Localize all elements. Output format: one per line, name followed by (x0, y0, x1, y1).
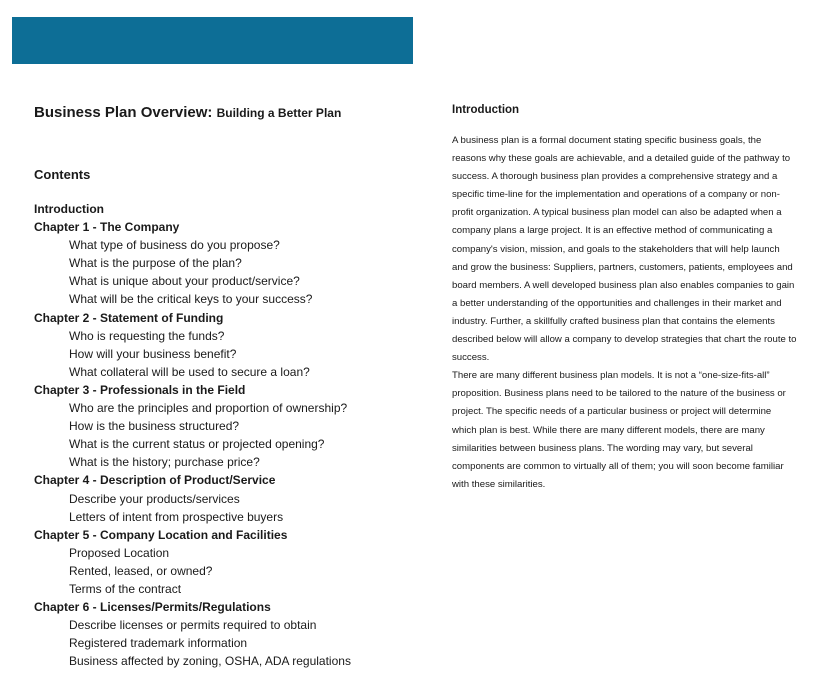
toc-item: Proposed Location (69, 545, 170, 560)
toc-item: Who are the principles and proportion of ownership? (69, 401, 348, 416)
toc-item: What is the history; purchase price? (69, 455, 260, 470)
toc-item: What is unique about your product/service? (69, 274, 300, 289)
toc-item: Terms of the contract (69, 581, 182, 596)
page-title (34, 104, 424, 122)
introduction-section (452, 103, 797, 494)
toc-item: Letters of intent from prospective buyers (69, 509, 284, 524)
toc-chapter: Chapter 5 - Company Location and Facilities (34, 527, 288, 542)
toc-item: Who is requesting the funds? (69, 328, 225, 343)
toc-chapter: Introduction (34, 202, 104, 216)
toc-chapter: Chapter 1 - The Company (34, 220, 180, 235)
toc-item: Describe licenses or permits required to obtain (69, 618, 317, 633)
toc-item: Describe your products/services (69, 491, 240, 506)
left-column (34, 104, 424, 670)
toc-chapter: Chapter 3 - Professionals in the Field (34, 382, 246, 397)
title-subtitle: Building a Better Plan (216, 106, 342, 120)
toc-item: What is the current status or projected opening? (69, 437, 325, 452)
toc-item: How will your business benefit? (69, 346, 237, 361)
toc-item: What is the purpose of the plan? (69, 256, 242, 271)
contents-heading: Contents (34, 167, 91, 182)
toc-item: Rented, leased, or owned? (69, 563, 213, 578)
introduction-paragraph-2: There are many different business plan models. It is not a “one-size-fits-all” proposition. Business plans need to be tailored to the nature of the business or project. The specific needs of a particular business or project will determine which plan is best. While there are many different models, there are many similarities between business plans. The wording may vary, but several components are common to virtually all of them; you will soon become familiar with these similarities. (452, 370, 786, 490)
toc-chapter: Chapter 6 - Licenses/Permits/Regulations (34, 600, 271, 615)
toc-chapter: Chapter 4 - Description of Product/Service (34, 473, 276, 488)
introduction-paragraph-1: A business plan is a formal document stating specific business goals, the reasons why these goals are achievable, and a detailed guide of the pathway to success. A thorough business plan provides a comprehensive strategy and a specific time-line for the implementation and operations of a company or non-profit organization. A typical business plan model can also be adapted when a company plans a large project. It is an effective method of communicating a company's vision, mission, and goals to the stakeholders that will help launch and grow the business: Suppliers, partners, customers, patients, employees and board members. A well developed business plan also enables companies to gain a better understanding of the opportunities and challenges in their market and industry. Further, a skillfully crafted business plan that contains the elements described below will allow a company to develop strategies that chart the route to success. (452, 135, 797, 364)
toc-item: Registered trademark information (69, 636, 248, 651)
toc-item: How is the business structured? (69, 419, 240, 434)
header-banner (12, 17, 413, 64)
toc-item: What will be the critical keys to your success? (69, 292, 313, 307)
toc-item: What type of business do you propose? (69, 238, 280, 253)
toc-item: Business affected by zoning, OSHA, ADA regulations (69, 654, 351, 669)
introduction-heading: Introduction (452, 104, 520, 116)
title-main: Business Plan Overview: (34, 104, 213, 121)
toc-item: What collateral will be used to secure a loan? (69, 364, 310, 379)
table-of-contents (34, 200, 424, 670)
toc-chapter: Chapter 2 - Statement of Funding (34, 310, 224, 325)
